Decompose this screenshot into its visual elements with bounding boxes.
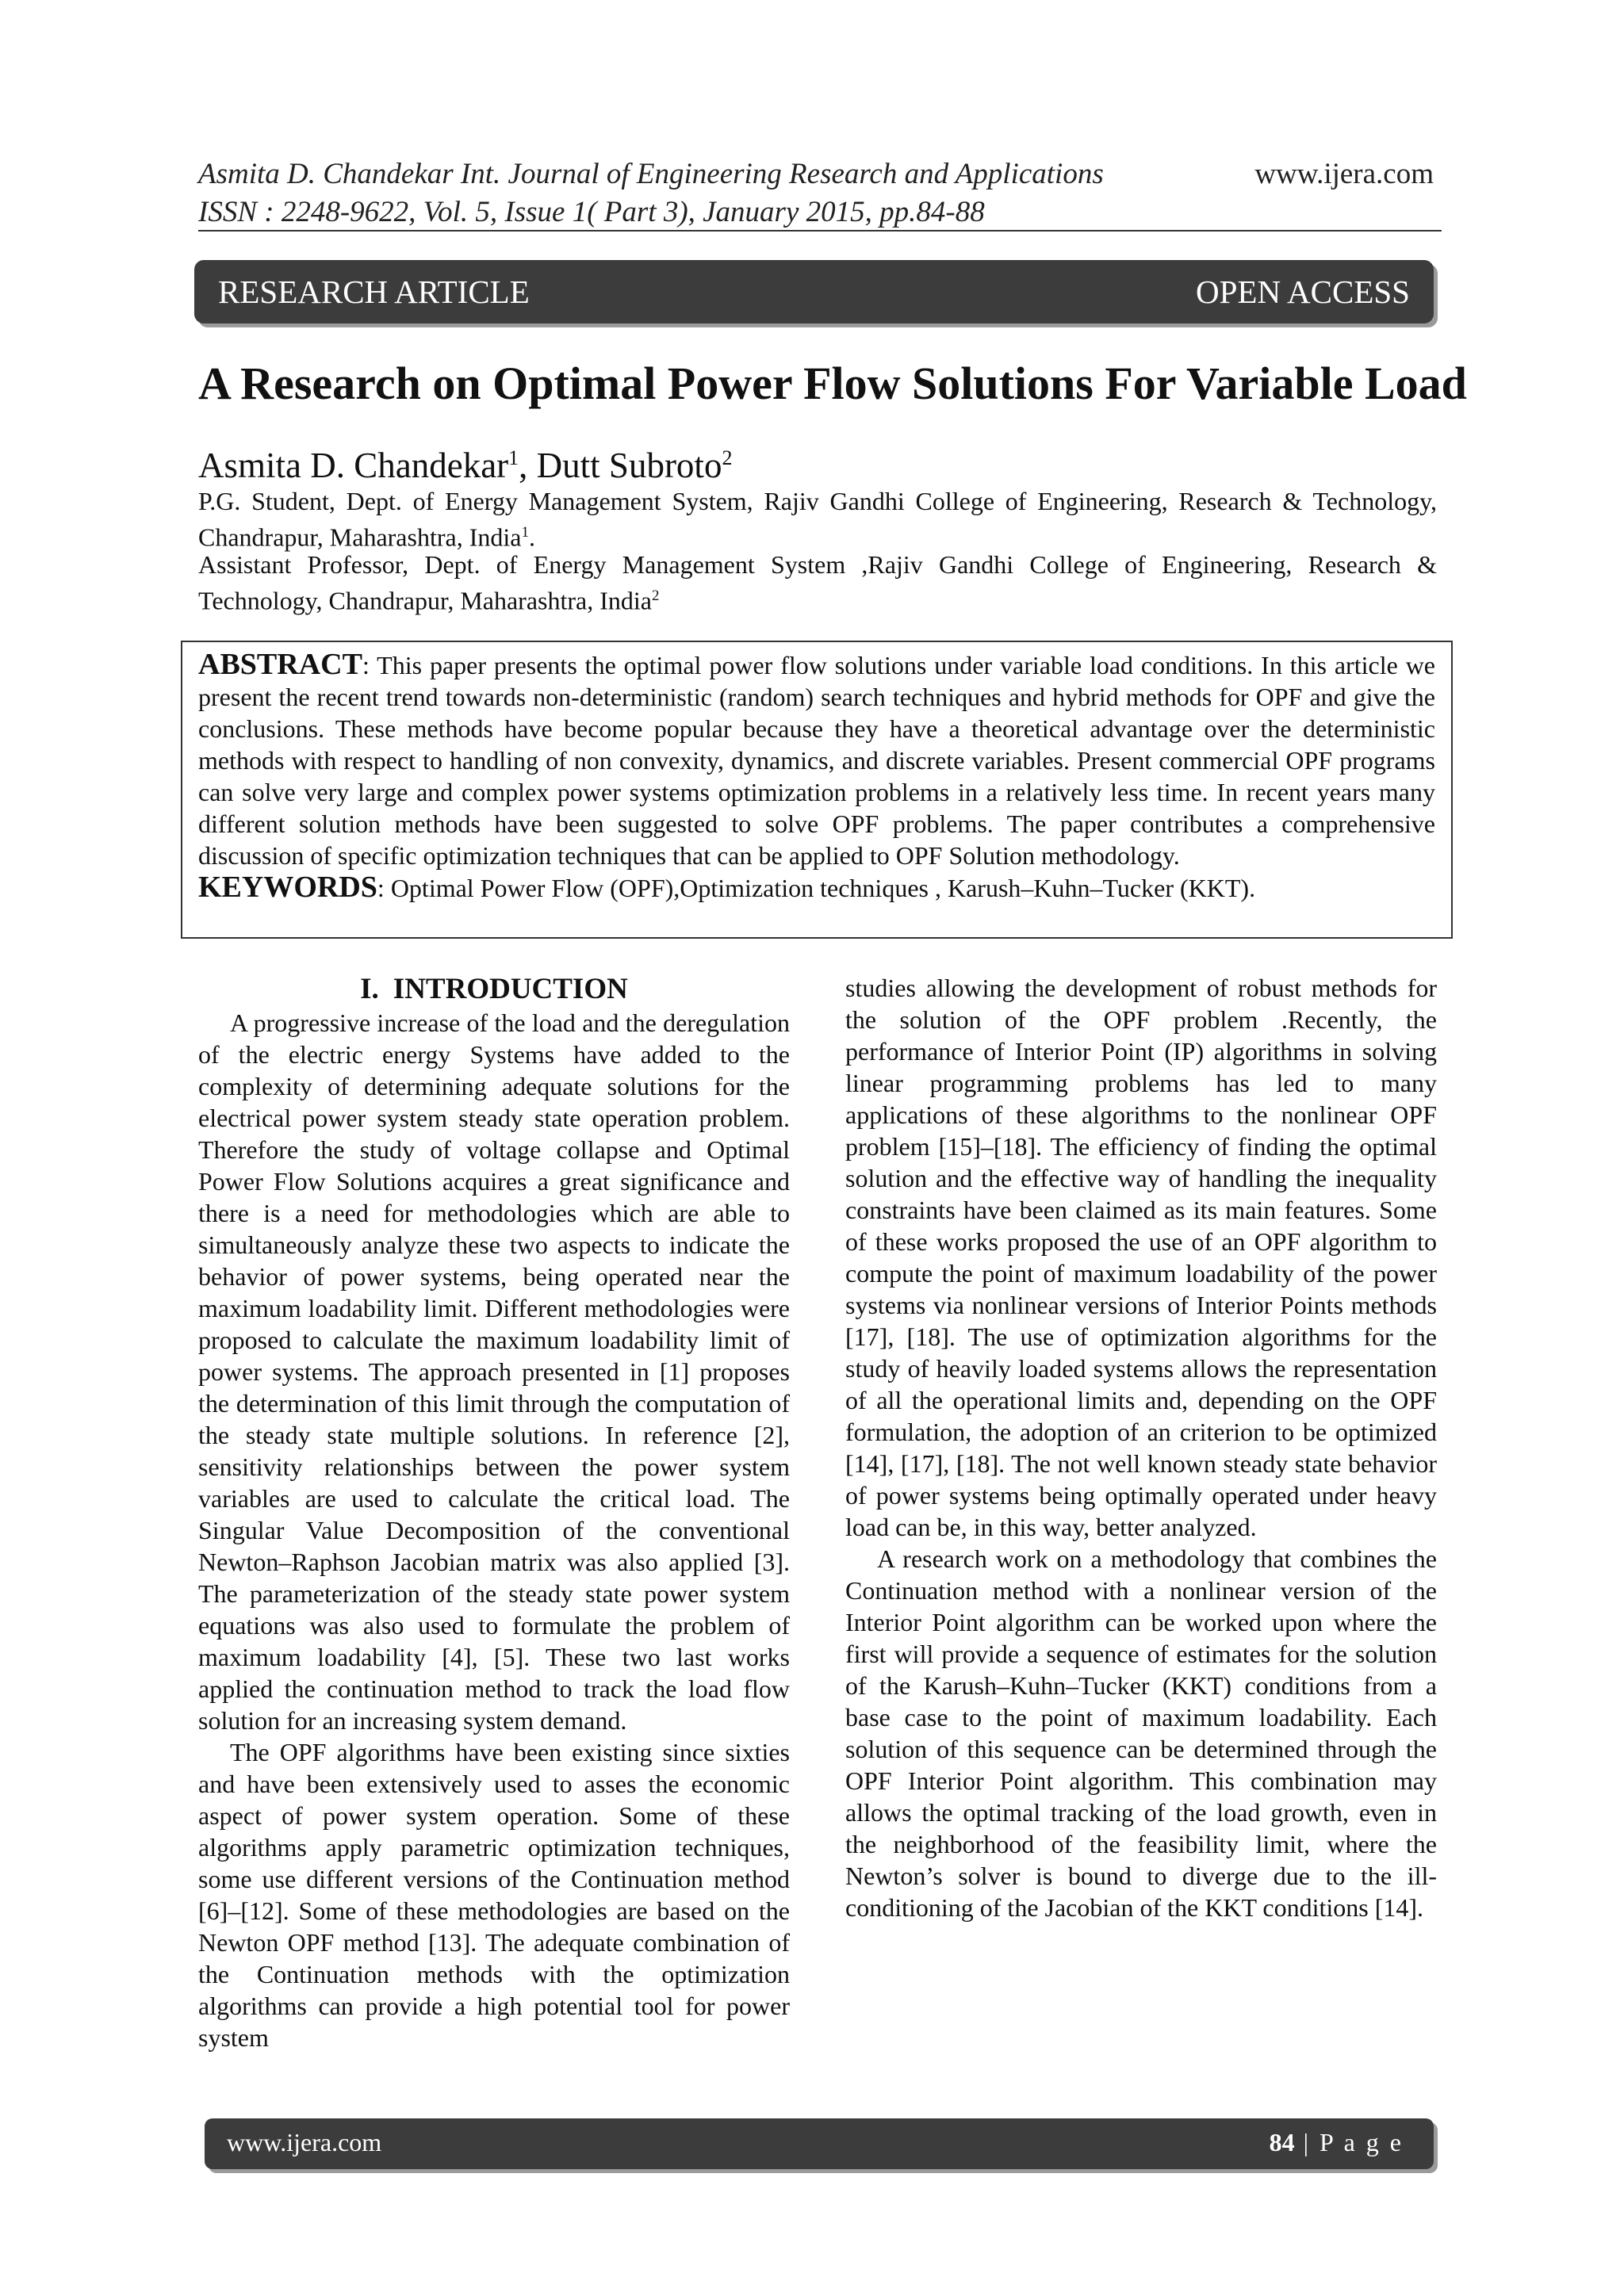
- page-number: 84: [1269, 2128, 1295, 2156]
- affiliation-sup: 2: [651, 587, 660, 604]
- right-column: [845, 972, 1437, 1923]
- abstract-box: [181, 641, 1453, 939]
- abstract-text: : This paper presents the optimal power flow solutions under variable load conditions. In this article we present the recent trend towards non-deterministic (random) search techniques and hybrid methods for OPF and give the conclusions. These methods have become popular because they have a theoretical advantage over the deterministic methods with respect to handling of non convexity, dynamics, and discrete variables. Present commercial OPF programs can solve very large and complex power systems optimization problems in a relatively less time. In recent years many different solution methods have been suggested to solve OPF problems. The paper contributes a comprehensive discussion of specific optimization techniques that can be applied to OPF Solution methodology.: [198, 651, 1435, 870]
- research-article-label: RESEARCH ARTICLE: [218, 274, 530, 310]
- body-paragraph: The OPF algorithms have been existing since sixties and have been extensively used to asses the economic aspect of power system operation. Some of these algorithms apply parametric optimization techniques, some use different versions of the Continuation method [6]–[12]. Some of these methodologies are based on the Newton OPF method [13]. The adequate combination of the Continuation methods with the optimization algorithms can provide a high potential tool for power system: [198, 1738, 790, 2052]
- body-paragraph: studies allowing the development of robust methods for the solution of the OPF problem .Recently, the performance of Interior Point (IP) algorithms in solving linear programming problems has led to many applications of these algorithms to the nonlinear OPF problem [15]–[18]. The efficiency of finding the optimal solution and the effective way of handling the inequality constraints have been claimed as its main features. Some of these works proposed the use of an OPF algorithm to compute the point of maximum loadability of the power systems via nonlinear versions of Interior Points methods [17], [18]. The use of optimization algorithms for the study of heavily loaded systems allows the representation of all the operational limits and, depending on the OPF formulation, the adoption of an criterion to be optimized [14], [17], [18]. The not well known steady state behavior of power systems being optimally operated under heavy load can be, in this way, better analyzed.: [845, 974, 1437, 1541]
- keywords-paragraph: [198, 871, 1435, 904]
- left-column: [198, 972, 790, 2053]
- abstract-paragraph: [198, 649, 1435, 871]
- keywords-label: KEYWORDS: [198, 871, 377, 904]
- author-sup: 2: [722, 446, 733, 469]
- affiliation-tail: .: [528, 522, 535, 552]
- affiliation-text: Assistant Professor, Dept. of Energy Management System ,Rajiv Gandhi College of Engineering, Research & Technology, Chandrapur, Maharashtra, India: [198, 550, 1437, 615]
- affiliation-sup: 1: [521, 524, 529, 541]
- author-name: Dutt Subroto: [536, 446, 722, 485]
- abstract-label: ABSTRACT: [198, 648, 362, 681]
- author-list: [198, 434, 732, 489]
- body-paragraph: A progressive increase of the load and the deregulation of the electric energy Systems have added to the complexity of determining adequate solutions for the electrical power system steady state operation problem. Therefore the study of voltage collapse and Optimal Power Flow Solutions acquires a great significance and there is a need for methodologies which are able to simultaneously analyze these two aspects to indicate the behavior of power systems, being operated near the maximum loadability limit. Different methodologies were proposed to calculate the maximum loadability limit of power systems. The approach presented in [1] proposes the determination of this limit through the computation of the steady state multiple solutions. In reference [2], sensitivity relationships between the power system variables are used to calculate the critical load. The Singular Value Decomposition of the conventional Newton–Raphson Jacobian matrix was also applied [3]. The parameterization of the steady state power system equations was also used to formulate the problem of maximum loadability [4], [5]. These two last works applied the continuation method to track the load flow solution for an increasing system demand.: [198, 1008, 790, 1735]
- page-number-label: [1270, 2128, 1404, 2157]
- header-website: www.ijera.com: [1254, 158, 1434, 190]
- page-footer: [205, 2118, 1434, 2169]
- body-paragraph: A research work on a methodology that combines the Continuation method with a nonlinear version of the Interior Point algorithm can be worked upon where the first will provide a sequence of estimates for the solution of the Karush–Kuhn–Tucker (KKT) conditions from a base case to the point of maximum loadability. Each solution of this sequence can be determined through the OPF Interior Point algorithm. This combination may allows the optimal tracking of the load growth, even in the neighborhood of the feasibility limit, where the Newton’s solver is bound to diverge due to the ill-conditioning of the Jacobian of the KKT conditions [14].: [845, 1544, 1437, 1922]
- affiliation-1: [198, 485, 1437, 553]
- section-heading: [198, 972, 790, 1007]
- section-title: INTRODUCTION: [393, 973, 628, 1005]
- author-sup: 1: [508, 446, 519, 469]
- affiliation-2: [198, 549, 1437, 617]
- open-access-label: OPEN ACCESS: [1195, 274, 1410, 310]
- paper-title: A Research on Optimal Power Flow Solutions For Variable Load: [198, 358, 1467, 409]
- header-rule: [198, 230, 1442, 232]
- article-type-banner: [194, 260, 1434, 323]
- author-separator: ,: [519, 446, 537, 485]
- author-name: Asmita D. Chandekar: [198, 446, 509, 485]
- journal-line: Asmita D. Chandekar Int. Journal of Engineering Research and Applications: [198, 158, 1104, 190]
- issn-line: ISSN : 2248-9622, Vol. 5, Issue 1( Part 3), January 2015, pp.84-88: [198, 196, 985, 228]
- footer-website: www.ijera.com: [227, 2128, 382, 2156]
- affiliation-text: P.G. Student, Dept. of Energy Management System, Rajiv Gandhi College of Engineering, Research & Technology, Chandrapur, Maharashtra, India: [198, 487, 1437, 552]
- running-header: [198, 155, 1104, 232]
- keywords-text: : Optimal Power Flow (OPF),Optimization techniques , Karush–Kuhn–Tucker (KKT).: [377, 874, 1256, 902]
- page-suffix: | P a g e: [1294, 2128, 1404, 2156]
- section-number: I.: [360, 973, 379, 1005]
